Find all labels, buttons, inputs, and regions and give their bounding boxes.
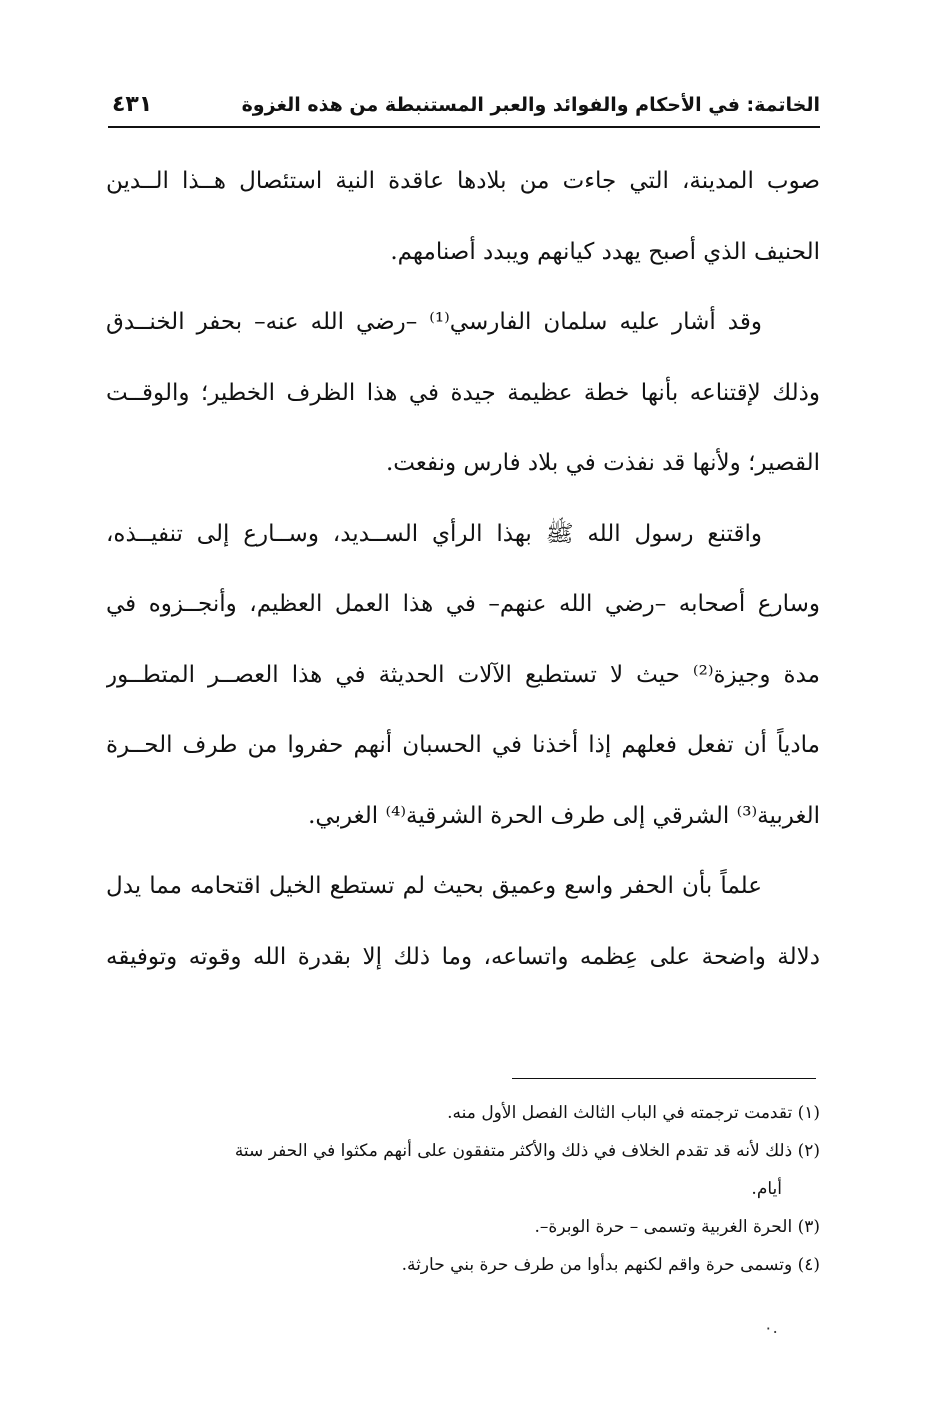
text-line: القصير؛ ولأنها قد نفذت في بلاد فارس ونفعت. <box>385 450 820 476</box>
footnotes <box>106 1094 820 1284</box>
running-header <box>108 86 820 128</box>
text-line: علماً بأن الحفر واسع وعميق بحيث لم تستطع الخيل اقتحامه مما يدل <box>106 873 762 899</box>
text-line: مدة وجيزة⁽²⁾ حيث لا تستطيع الآلات الحديثة في هذا العصــر المتطــور <box>106 661 820 688</box>
footnote-divider <box>512 1078 816 1079</box>
text-line: الحنيف الذي أصبح يهدد كيانهم ويبدد أصنامهم. <box>390 238 820 265</box>
text-line: واقتنع رسول الله ﷺ بهذا الرأي الســديد، وســارع إلى تنفيــذه، <box>106 520 762 547</box>
footnote-4: (٤) وتسمى حرة واقم لكنهم بدأوا من طرف حرة بني حارثة. <box>401 1255 820 1275</box>
text-line: دلالة واضحة على عِظمه واتساعه، وما ذلك إلا بقدرة الله وقوته وتوفيقه <box>106 943 820 970</box>
text-line: وسارع أصحابه –رضي الله عنهم– في هذا العمل العظيم، وأنجــزوه في <box>106 591 820 617</box>
text-line: صوب المدينة، التي جاءت من بلادها عاقدة النية استئصال هــذا الــدين <box>106 168 820 194</box>
stray-mark: ٠. <box>764 1318 778 1337</box>
page-number: ٤٣١ <box>112 92 153 117</box>
text-line: الغربية⁽³⁾ الشرقي إلى طرف الحرة الشرقية⁽⁴⁾ الغربي. <box>308 802 820 829</box>
text-line: وقد أشار عليه سلمان الفارسي⁽¹⁾ –رضي الله عنه– بحفر الخنــدق <box>106 309 762 335</box>
footnote-2: (٢) ذلك لأنه قد تقدم الخلاف في ذلك والأكثر متفقون على أنهم مكثوا في الحفر ستة <box>234 1141 820 1161</box>
footnote-1: (١) تقدمت ترجمته في الباب الثالث الفصل الأول منه. <box>447 1103 820 1123</box>
main-text <box>106 146 820 992</box>
header-title: الخاتمة: في الأحكام والفوائد والعبر المستنبطة من هذه الغزوة <box>241 94 820 116</box>
text-line: مادياً أن تفعل فعلهم إذا أخذنا في الحسبان أنهم حفروا من طرف الحــرة <box>106 732 820 758</box>
text-line: وذلك لإقتناعه بأنها خطة عظيمة جيدة في هذا الظرف الخطير؛ والوقــت <box>106 379 820 406</box>
footnote-3: (٣) الحرة الغربية وتسمى – حرة الوبرة–. <box>534 1217 820 1237</box>
footnote-2-continuation: أيام. <box>751 1179 782 1199</box>
